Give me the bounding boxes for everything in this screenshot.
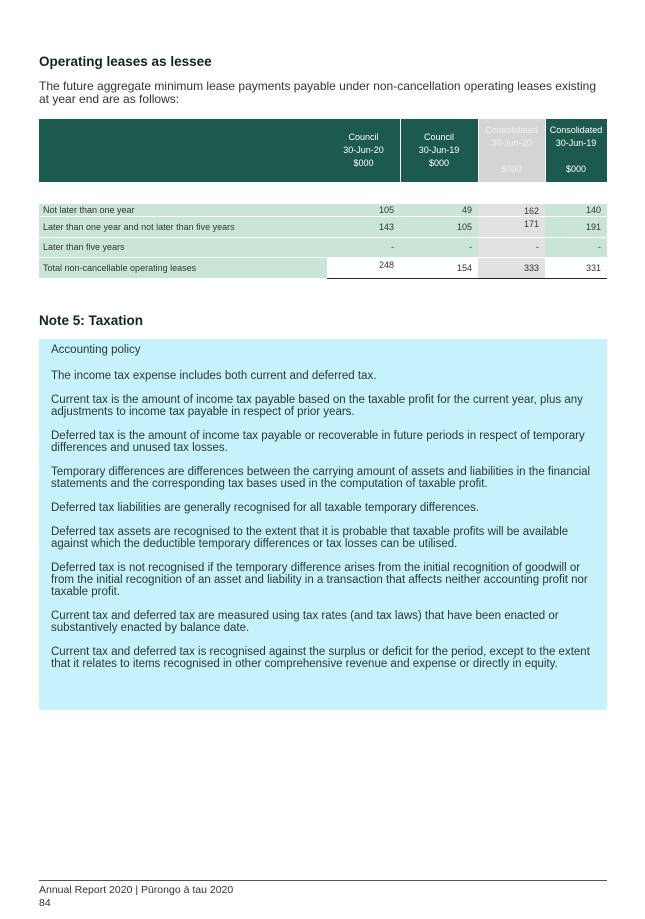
cell-value: - <box>545 237 607 258</box>
policy-paragraph: Current tax is the amount of income tax payable based on the taxable profit for the current year, plus any adjustments to income tax payable in respect of prior years. <box>51 394 583 418</box>
row-label: Total non-cancellable operating leases <box>39 258 327 279</box>
lease-intro-text: The future aggregate minimum lease payments payable under non-cancellation operating leases existing at year end are as follows: <box>39 79 596 106</box>
header-consolidated-2020 <box>478 119 545 193</box>
table-row <box>39 237 607 258</box>
table-row <box>39 217 607 238</box>
header-unit: $000 <box>501 164 522 174</box>
table-row <box>39 193 607 217</box>
header-consolidated-2019 <box>545 119 607 193</box>
cell-value: - <box>400 237 478 258</box>
cell-value: 331 <box>545 258 607 279</box>
policy-paragraph: The income tax expense includes both current and deferred tax. <box>51 370 377 382</box>
page-number: 84 <box>39 897 51 909</box>
header-unit: $000 <box>353 158 374 168</box>
policy-paragraph: Deferred tax liabilities are generally recognised for all taxable temporary differences. <box>51 502 480 514</box>
cell-value: 105 <box>400 217 478 238</box>
cell-value: 248 <box>327 258 400 279</box>
cell-value: - <box>478 237 545 258</box>
section-title-taxation: Note 5: Taxation <box>39 313 144 328</box>
cell-value: 171 <box>478 217 545 238</box>
policy-paragraph: Current tax and deferred tax are measured using tax rates (and tax laws) that have been enacted or substantively enacted by balance date. <box>51 610 559 634</box>
accounting-policy-box <box>39 339 607 710</box>
header-label: Consolidated <box>549 125 603 135</box>
row-label: Later than one year and not later than five years <box>39 217 327 238</box>
row-label: Later than five years <box>39 237 327 258</box>
cell-value: 333 <box>478 258 545 279</box>
header-label: Council <box>348 132 379 142</box>
cell-value: 140 <box>545 193 607 217</box>
header-council-2019 <box>400 119 478 193</box>
cell-value: 49 <box>400 193 478 217</box>
header-council-2020 <box>327 119 400 193</box>
header-date: 30-Jun-20 <box>491 138 532 148</box>
cell-value: 105 <box>327 193 400 217</box>
row-label: Not later than one year <box>39 193 327 217</box>
section-title-operating-leases: Operating leases as lessee <box>39 54 212 69</box>
header-unit: $000 <box>565 164 587 174</box>
cell-value: 191 <box>545 217 607 238</box>
header-date: 30-Jun-20 <box>343 145 384 155</box>
policy-paragraph: Current tax and deferred tax is recognised against the surplus or deficit for the period, except to the extent that it relates to items recognised in other comprehensive revenue and expense or directly in equity. <box>51 646 590 670</box>
operating-leases-table <box>39 119 608 279</box>
header-label: Council <box>423 132 454 142</box>
header-label: Consolidated <box>485 125 538 135</box>
header-date: 30-Jun-19 <box>555 138 597 148</box>
cell-value: 162 <box>478 193 545 217</box>
footer-report-title: Annual Report 2020 | Pūrongo ā tau 2020 <box>39 884 234 896</box>
table-row-total <box>39 258 607 279</box>
cell-value: 154 <box>400 258 478 279</box>
policy-paragraph: Deferred tax is not recognised if the temporary difference arises from the initial recognition of goodwill or from the initial recognition of an asset and liability in a transaction that affects neither accounting profit nor taxable profit. <box>51 562 588 598</box>
cell-value: - <box>327 237 400 258</box>
policy-paragraph: Temporary differences are differences between the carrying amount of assets and liabilities in the financial statements and the corresponding tax bases used in the computation of taxable profit. <box>51 466 591 490</box>
policy-heading: Accounting policy <box>51 344 141 356</box>
header-unit: $000 <box>428 158 450 168</box>
policy-paragraph: Deferred tax is the amount of income tax payable or recoverable in future periods in respect of temporary differences and unused tax losses. <box>51 430 585 454</box>
cell-value: 143 <box>327 217 400 238</box>
footer-divider <box>39 880 607 881</box>
header-date: 30-Jun-19 <box>418 145 460 155</box>
header-description-cell <box>39 119 327 193</box>
policy-paragraph: Deferred tax assets are recognised to the extent that it is probable that taxable profits will be available against which the deductible temporary differences or tax losses can be utilised. <box>51 526 569 550</box>
table-header-row <box>39 119 607 193</box>
